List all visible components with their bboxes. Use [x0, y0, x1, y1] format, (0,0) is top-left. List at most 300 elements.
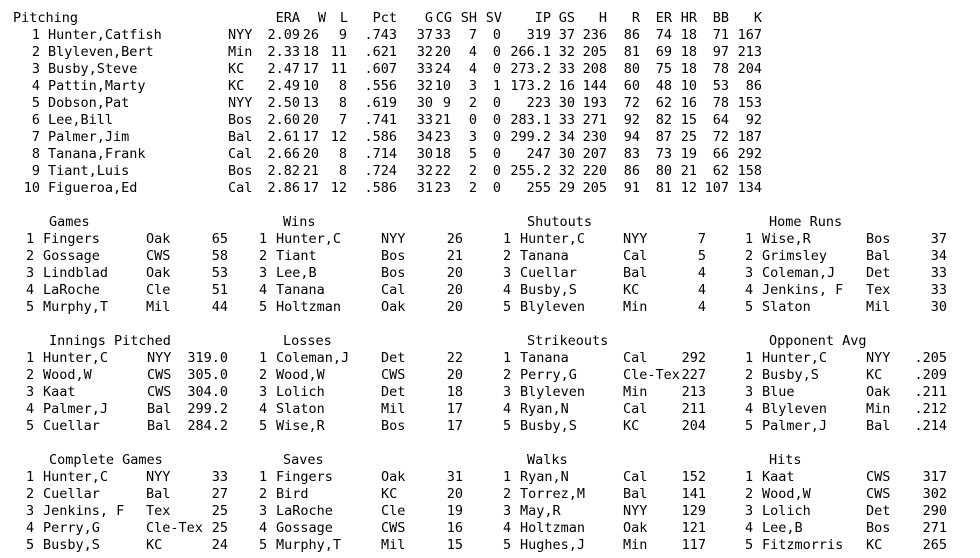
team: NYY	[381, 231, 406, 247]
stat-gs: 30	[558, 146, 575, 162]
rank: 5	[503, 537, 512, 553]
stat-era: 2.47	[267, 61, 300, 77]
player-name: Wood,W	[762, 486, 811, 502]
rank: 2	[745, 367, 754, 383]
rank: 1	[503, 469, 512, 485]
team: Bal	[146, 486, 171, 502]
rank: 1	[503, 231, 512, 247]
player-name: Hunter,C	[43, 469, 109, 485]
stat-r: 72	[623, 95, 640, 111]
team: KC	[228, 61, 245, 77]
team: Oak	[381, 299, 406, 315]
stat-era: 2.66	[267, 146, 300, 162]
stat-value: 317	[922, 469, 947, 485]
stat-sh: 2	[468, 180, 477, 196]
stat-w: 10	[302, 78, 319, 94]
stat-hr: 25	[680, 129, 697, 145]
stat-k: 134	[737, 180, 762, 196]
stat-gs: 33	[558, 61, 575, 77]
col-header-sv: SV	[485, 10, 502, 26]
stat-value: 26	[446, 231, 463, 247]
player-name: Tanana,Frank	[48, 146, 146, 162]
col-header-cg: CG	[435, 10, 452, 26]
team: KC	[623, 418, 640, 434]
stat-h: 144	[582, 78, 607, 94]
stat-h: 205	[582, 180, 607, 196]
rank: 5	[26, 537, 35, 553]
stat-w: 21	[302, 163, 319, 179]
stat-l: 8	[338, 163, 347, 179]
col-header-er: ER	[655, 10, 672, 26]
stat-value: 213	[681, 384, 706, 400]
leader-title-games: Games	[49, 214, 90, 230]
player-name: Wise,R	[762, 231, 811, 247]
stat-w: 17	[302, 129, 319, 145]
team: Oak	[146, 231, 171, 247]
stat-r: 60	[623, 78, 640, 94]
rank: 2	[503, 367, 512, 383]
rank: 1	[745, 231, 754, 247]
stat-sv: 1	[492, 78, 501, 94]
team: Bos	[381, 265, 406, 281]
player-name: Jenkins, F	[762, 282, 844, 298]
rank: 4	[745, 401, 754, 417]
stat-sv: 0	[492, 95, 501, 111]
stat-er: 82	[655, 112, 672, 128]
stat-sh: 5	[468, 146, 477, 162]
stat-hr: 10	[680, 78, 697, 94]
col-header-k: K	[753, 10, 762, 26]
stat-k: 158	[737, 163, 762, 179]
pitching-title: Pitching	[13, 10, 79, 26]
stat-value: 211	[681, 401, 706, 417]
team: Tex	[866, 282, 891, 298]
team: Min	[623, 384, 648, 400]
stat-r: 92	[623, 112, 640, 128]
rank: 5	[259, 418, 268, 434]
team: Cal	[381, 282, 406, 298]
rank: 1	[26, 350, 35, 366]
stat-value: 51	[211, 282, 228, 298]
stat-k: 213	[737, 44, 762, 60]
stat-hr: 21	[680, 163, 697, 179]
rank: 10	[23, 180, 40, 196]
player-name: Cuellar	[43, 486, 100, 502]
team: Mil	[866, 299, 891, 315]
team: KC	[381, 486, 398, 502]
rank: 3	[745, 384, 754, 400]
stat-k: 92	[745, 112, 762, 128]
team: Bal	[866, 248, 891, 264]
stat-l: 9	[338, 27, 347, 43]
stat-era: 2.86	[267, 180, 300, 196]
stat-bb: 66	[712, 146, 729, 162]
stat-ip: 173.2	[510, 78, 551, 94]
leader-title-opponent-avg: Opponent Avg	[769, 333, 867, 349]
player-name: Gossage	[276, 520, 333, 536]
rank: 2	[745, 486, 754, 502]
stat-era: 2.33	[267, 44, 300, 60]
leader-title-strikeouts: Strikeouts	[527, 333, 609, 349]
team: Min	[623, 299, 648, 315]
stat-sv: 0	[492, 61, 501, 77]
team: Det	[381, 384, 406, 400]
rank: 3	[503, 503, 512, 519]
col-header-era: ERA	[275, 10, 300, 26]
player-name: Blyleven	[520, 299, 586, 315]
team: Bos	[381, 418, 406, 434]
team: Cle	[381, 503, 406, 519]
player-name: Dobson,Pat	[48, 95, 130, 111]
col-header-gs: GS	[558, 10, 575, 26]
stat-sv: 0	[492, 27, 501, 43]
rank: 5	[259, 299, 268, 315]
rank: 2	[745, 248, 754, 264]
stat-ip: 247	[526, 146, 551, 162]
stat-gs: 34	[558, 129, 575, 145]
stat-g: 30	[416, 95, 433, 111]
stat-value: 4	[697, 265, 706, 281]
stat-value: 20	[446, 282, 463, 298]
player-name: Lolich	[762, 503, 811, 519]
team: Bos	[866, 520, 891, 536]
rank: 5	[26, 418, 35, 434]
stat-value: 25	[211, 503, 228, 519]
player-name: Murphy,T	[43, 299, 109, 315]
col-header-w: W	[317, 10, 326, 26]
rank: 3	[745, 503, 754, 519]
rank: 3	[26, 503, 35, 519]
stat-sh: 2	[468, 163, 477, 179]
stat-ip: 266.1	[510, 44, 551, 60]
team: NYY	[146, 469, 171, 485]
stat-cg: 22	[434, 163, 451, 179]
player-name: Ryan,N	[520, 401, 569, 417]
stat-value: 17	[446, 401, 463, 417]
team: Bos	[228, 112, 253, 128]
team: Bos	[381, 248, 406, 264]
stat-pct: .621	[364, 44, 397, 60]
stat-value: 227	[681, 367, 706, 383]
stat-value: 65	[211, 231, 228, 247]
team: Bal	[623, 486, 648, 502]
team: Mil	[381, 401, 406, 417]
rank: 5	[259, 537, 268, 553]
player-name: Tiant	[276, 248, 317, 264]
stat-era: 2.50	[267, 95, 300, 111]
player-name: Blyleven	[762, 401, 828, 417]
stat-value: .214	[914, 418, 947, 434]
stat-r: 94	[623, 129, 640, 145]
team: Cle-Tex	[623, 367, 680, 383]
stat-er: 48	[655, 78, 672, 94]
player-name: Hughes,J	[520, 537, 586, 553]
player-name: Tanana	[520, 350, 569, 366]
team: CWS	[381, 367, 406, 383]
col-header-r: R	[631, 10, 640, 26]
player-name: Fingers	[43, 231, 100, 247]
stat-l: 12	[330, 180, 347, 196]
team: Cle-Tex	[146, 520, 203, 536]
stat-value: 17	[446, 418, 463, 434]
stat-k: 187	[737, 129, 762, 145]
rank: 3	[31, 61, 40, 77]
rank: 1	[745, 469, 754, 485]
rank: 2	[31, 44, 40, 60]
rank: 1	[259, 350, 268, 366]
stat-l: 12	[330, 129, 347, 145]
col-header-bb: BB	[712, 10, 729, 26]
team: CWS	[147, 367, 172, 383]
rank: 1	[26, 469, 35, 485]
stat-value: 290	[922, 503, 947, 519]
stat-value: .211	[914, 384, 947, 400]
stat-value: 117	[681, 537, 706, 553]
team: Cal	[623, 248, 648, 264]
team: Bal	[228, 129, 253, 145]
stat-era: 2.61	[267, 129, 300, 145]
rank: 3	[26, 384, 35, 400]
rank: 3	[259, 503, 268, 519]
stat-pct: .586	[364, 129, 397, 145]
player-name: Palmer,J	[762, 418, 828, 434]
stat-sv: 0	[492, 180, 501, 196]
player-name: Lindblad	[43, 265, 109, 281]
team: Bal	[623, 265, 648, 281]
stat-sv: 0	[492, 44, 501, 60]
leader-title-hits: Hits	[769, 452, 802, 468]
stat-bb: 71	[712, 27, 729, 43]
stat-gs: 30	[558, 95, 575, 111]
stat-ip: 255.2	[510, 163, 551, 179]
rank: 6	[31, 112, 40, 128]
stat-w: 17	[302, 61, 319, 77]
stat-ip: 283.1	[510, 112, 551, 128]
stat-value: 27	[211, 486, 228, 502]
col-header-l: L	[339, 10, 348, 26]
stat-cg: 18	[434, 146, 451, 162]
rank: 2	[503, 486, 512, 502]
player-name: Tanana	[520, 248, 569, 264]
leader-title-wins: Wins	[283, 214, 316, 230]
stat-k: 204	[737, 61, 762, 77]
rank: 1	[503, 350, 512, 366]
stat-h: 207	[582, 146, 607, 162]
stat-gs: 33	[558, 112, 575, 128]
player-name: Slaton	[762, 299, 811, 315]
leader-title-innings-pitched: Innings Pitched	[49, 333, 171, 349]
stat-sv: 0	[492, 146, 501, 162]
team: Min	[866, 401, 891, 417]
stat-bb: 53	[712, 78, 729, 94]
stat-sv: 0	[492, 112, 501, 128]
rank: 1	[26, 231, 35, 247]
rank: 3	[503, 384, 512, 400]
stat-hr: 16	[680, 95, 697, 111]
player-name: Wise,R	[276, 418, 325, 434]
col-header-h: H	[598, 10, 607, 26]
rank: 5	[745, 537, 754, 553]
stat-value: 34	[930, 248, 947, 264]
player-name: Torrez,M	[520, 486, 586, 502]
player-name: Jenkins, F	[43, 503, 125, 519]
team: CWS	[866, 486, 891, 502]
stat-value: 44	[211, 299, 228, 315]
stat-bb: 62	[712, 163, 729, 179]
stat-r: 81	[623, 44, 640, 60]
stat-pct: .741	[364, 112, 397, 128]
team: KC	[866, 537, 883, 553]
leader-title-saves: Saves	[283, 452, 324, 468]
rank: 3	[745, 265, 754, 281]
rank: 4	[26, 520, 35, 536]
stat-value: 5	[697, 248, 706, 264]
stat-era: 2.82	[267, 163, 300, 179]
stat-value: 284.2	[187, 418, 228, 434]
col-header-ip: IP	[534, 10, 551, 26]
stat-value: 121	[681, 520, 706, 536]
player-name: Wood,W	[276, 367, 325, 383]
player-name: Palmer,J	[43, 401, 109, 417]
stat-sv: 0	[492, 163, 501, 179]
stat-h: 205	[582, 44, 607, 60]
rank: 3	[259, 265, 268, 281]
player-name: Kaat	[762, 469, 795, 485]
stat-h: 236	[582, 27, 607, 43]
player-name: Hunter,C	[520, 231, 586, 247]
stat-bb: 78	[712, 61, 729, 77]
stat-value: 20	[446, 486, 463, 502]
stat-value: 319.0	[187, 350, 228, 366]
stat-g: 32	[416, 44, 433, 60]
stat-k: 153	[737, 95, 762, 111]
stat-hr: 18	[680, 44, 697, 60]
team: Cal	[623, 350, 648, 366]
stat-value: 302	[922, 486, 947, 502]
stat-hr: 12	[680, 180, 697, 196]
team: Det	[381, 350, 406, 366]
rank: 3	[503, 265, 512, 281]
team: NYY	[623, 503, 648, 519]
player-name: Bird	[276, 486, 309, 502]
stat-value: 58	[211, 248, 228, 264]
stat-g: 34	[416, 129, 433, 145]
rank: 5	[745, 418, 754, 434]
stat-w: 26	[302, 27, 319, 43]
stat-h: 230	[582, 129, 607, 145]
stat-ip: 273.2	[510, 61, 551, 77]
stat-value: 20	[446, 299, 463, 315]
stat-bb: 64	[712, 112, 729, 128]
stat-value: 37	[930, 231, 947, 247]
team: Oak	[623, 520, 648, 536]
stat-h: 271	[582, 112, 607, 128]
rank: 2	[26, 367, 35, 383]
stat-g: 32	[416, 78, 433, 94]
stat-cg: 9	[442, 95, 451, 111]
rank: 2	[503, 248, 512, 264]
stat-w: 18	[302, 44, 319, 60]
stat-er: 81	[655, 180, 672, 196]
player-name: Tiant,Luis	[48, 163, 130, 179]
rank: 9	[31, 163, 40, 179]
player-name: Gossage	[43, 248, 100, 264]
player-name: Blyleven	[520, 384, 586, 400]
stat-gs: 37	[558, 27, 575, 43]
player-name: Murphy,T	[276, 537, 342, 553]
player-name: LaRoche	[43, 282, 100, 298]
player-name: Fingers	[276, 469, 333, 485]
player-name: Fitzmorris	[762, 537, 844, 553]
rank: 3	[26, 265, 35, 281]
stat-w: 20	[302, 146, 319, 162]
stat-er: 87	[655, 129, 672, 145]
stat-value: 299.2	[187, 401, 228, 417]
stat-h: 208	[582, 61, 607, 77]
stat-pct: .619	[364, 95, 397, 111]
stat-gs: 16	[558, 78, 575, 94]
team: CWS	[866, 469, 891, 485]
stat-h: 220	[582, 163, 607, 179]
stat-value: 271	[922, 520, 947, 536]
player-name: Hunter,C	[43, 350, 109, 366]
team: NYY	[623, 231, 648, 247]
stat-l: 8	[338, 95, 347, 111]
stat-w: 13	[302, 95, 319, 111]
player-name: Figueroa,Ed	[48, 180, 138, 196]
stat-cg: 23	[434, 180, 451, 196]
stat-pct: .714	[364, 146, 397, 162]
player-name: Busby,S	[520, 418, 577, 434]
rank: 2	[26, 248, 35, 264]
rank: 5	[503, 299, 512, 315]
stat-sh: 4	[468, 61, 477, 77]
stat-er: 75	[655, 61, 672, 77]
stat-er: 73	[655, 146, 672, 162]
col-header-g: G	[424, 10, 433, 26]
stat-g: 30	[416, 146, 433, 162]
stat-sv: 0	[492, 129, 501, 145]
stat-r: 80	[623, 61, 640, 77]
stat-pct: .607	[364, 61, 397, 77]
stat-value: 19	[446, 503, 463, 519]
rank: 1	[259, 469, 268, 485]
stat-ip: 223	[526, 95, 551, 111]
rank: 4	[745, 282, 754, 298]
leader-title-home-runs: Home Runs	[769, 214, 843, 230]
stat-r: 86	[623, 27, 640, 43]
rank: 4	[259, 282, 268, 298]
stat-value: 22	[446, 350, 463, 366]
stat-era: 2.60	[267, 112, 300, 128]
rank: 4	[26, 282, 35, 298]
stat-sh: 0	[468, 112, 477, 128]
stat-l: 7	[338, 112, 347, 128]
player-name: Wood,W	[43, 367, 92, 383]
stat-cg: 10	[434, 78, 451, 94]
stat-value: 53	[211, 265, 228, 281]
stat-g: 31	[416, 180, 433, 196]
stat-bb: 97	[712, 44, 729, 60]
rank: 4	[259, 520, 268, 536]
stat-era: 2.09	[267, 27, 300, 43]
player-name: Lee,B	[762, 520, 803, 536]
stat-value: 33	[930, 265, 947, 281]
stat-cg: 23	[434, 129, 451, 145]
team: Bal	[147, 401, 172, 417]
rank: 1	[31, 27, 40, 43]
rank: 4	[26, 401, 35, 417]
